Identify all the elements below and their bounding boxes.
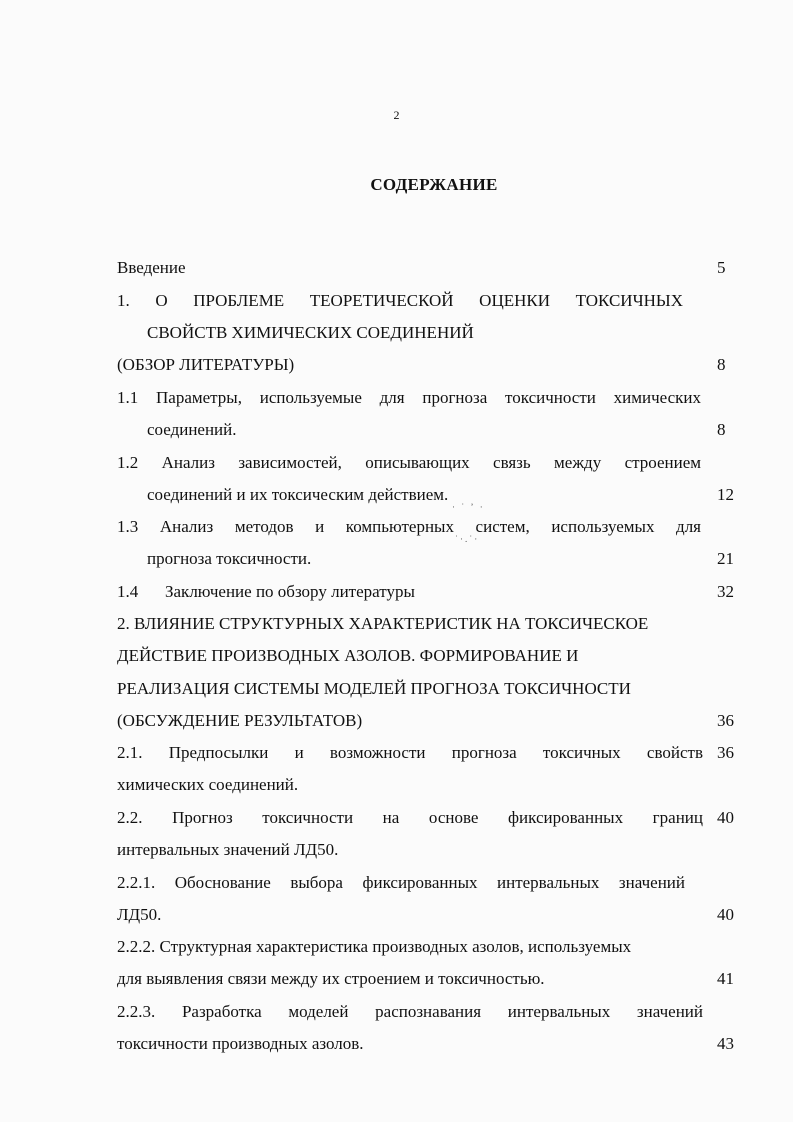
toc-entry-2-2-2-line-1: 2.2.2. Структурная характеристика производных азолов, используемых	[117, 937, 632, 956]
toc-title: СОДЕРЖАНИЕ	[370, 175, 498, 194]
toc-entry-chapter-2-line-2: ДЕЙСТВИЕ ПРОИЗВОДНЫХ АЗОЛОВ. ФОРМИРОВАНИЕ И	[117, 646, 579, 665]
toc-entry-2-2-1-line-1: 2.2.1. Обоснование выбора фиксированных интервальных значений	[117, 873, 685, 892]
toc-entry-1-4-number: 1.4	[117, 582, 139, 601]
toc-page-number: 40	[717, 905, 734, 924]
toc-entry-2-2-3-line-1: 2.2.3. Разработка моделей распознавания интервальных значений	[117, 1002, 703, 1021]
toc-entry-chapter-1-line-1: 1. О ПРОБЛЕМЕ ТЕОРЕТИЧЕСКОЙ ОЦЕНКИ ТОКСИЧНЫХ	[117, 291, 683, 310]
toc-entry-1-1-line-1: 1.1 Параметры, используемые для прогноза токсичности химических	[117, 388, 701, 407]
toc-page-number: 21	[717, 549, 734, 568]
toc-entry-introduction: Введение	[117, 258, 186, 277]
toc-entry-chapter-1-line-3: (ОБЗОР ЛИТЕРАТУРЫ)	[117, 355, 295, 374]
toc-entry-2-1-line-2: химических соединений.	[117, 775, 299, 794]
scan-artifact: · ˙ ʼ ·	[452, 502, 485, 512]
toc-entry-2-2-3-line-2: токсичности производных азолов.	[117, 1034, 364, 1053]
toc-page-number: 32	[717, 582, 734, 601]
toc-entry-chapter-2-line-3: РЕАЛИЗАЦИЯ СИСТЕМЫ МОДЕЛЕЙ ПРОГНОЗА ТОКСИЧНОСТИ	[117, 679, 631, 698]
toc-entry-1-3-line-1: 1.3 Анализ методов и компьютерных систем, используемых для	[117, 517, 701, 536]
toc-entry-1-2-line-1: 1.2 Анализ зависимостей, описывающих связь между строением	[117, 453, 701, 472]
toc-entry-2-2-1-line-2: ЛД50.	[117, 905, 162, 924]
toc-entry-2-2-line-2: интервальных значений ЛД50.	[117, 840, 339, 859]
toc-page-number: 8	[717, 420, 726, 439]
toc-entry-1-3-line-2: прогноза токсичности.	[147, 549, 312, 568]
toc-page-number: 41	[717, 969, 734, 988]
toc-entry-2-2-2-line-2: для выявления связи между их строением и токсичностью.	[117, 969, 545, 988]
toc-page-number: 43	[717, 1034, 734, 1053]
toc-entry-1-4-text: Заключение по обзору литературы	[165, 582, 415, 601]
toc-page-number: 36	[717, 743, 734, 762]
toc-page-number: 12	[717, 485, 734, 504]
toc-entry-1-2-line-2: соединений и их токсическим действием.	[147, 485, 449, 504]
page-number: 2	[393, 108, 400, 122]
toc-entry-2-1-line-1: 2.1. Предпосылки и возможности прогноза токсичных свойств	[117, 743, 703, 762]
toc-entry-chapter-2-line-4: (ОБСУЖДЕНИЕ РЕЗУЛЬТАТОВ)	[117, 711, 363, 730]
scan-artifact: ˙·.˙·	[455, 534, 480, 544]
toc-entry-chapter-2-line-1: 2. ВЛИЯНИЕ СТРУКТУРНЫХ ХАРАКТЕРИСТИК НА ТОКСИЧЕСКОЕ	[117, 614, 649, 633]
toc-entry-2-2-line-1: 2.2. Прогноз токсичности на основе фиксированных границ	[117, 808, 703, 827]
toc-page-number: 8	[717, 355, 726, 374]
toc-entry-1-1-line-2: соединений.	[147, 420, 237, 439]
toc-entry-chapter-1-line-2: СВОЙСТВ ХИМИЧЕСКИХ СОЕДИНЕНИЙ	[147, 323, 474, 342]
toc-page-number: 5	[717, 258, 726, 277]
toc-page-number: 40	[717, 808, 734, 827]
toc-page-number: 36	[717, 711, 734, 730]
